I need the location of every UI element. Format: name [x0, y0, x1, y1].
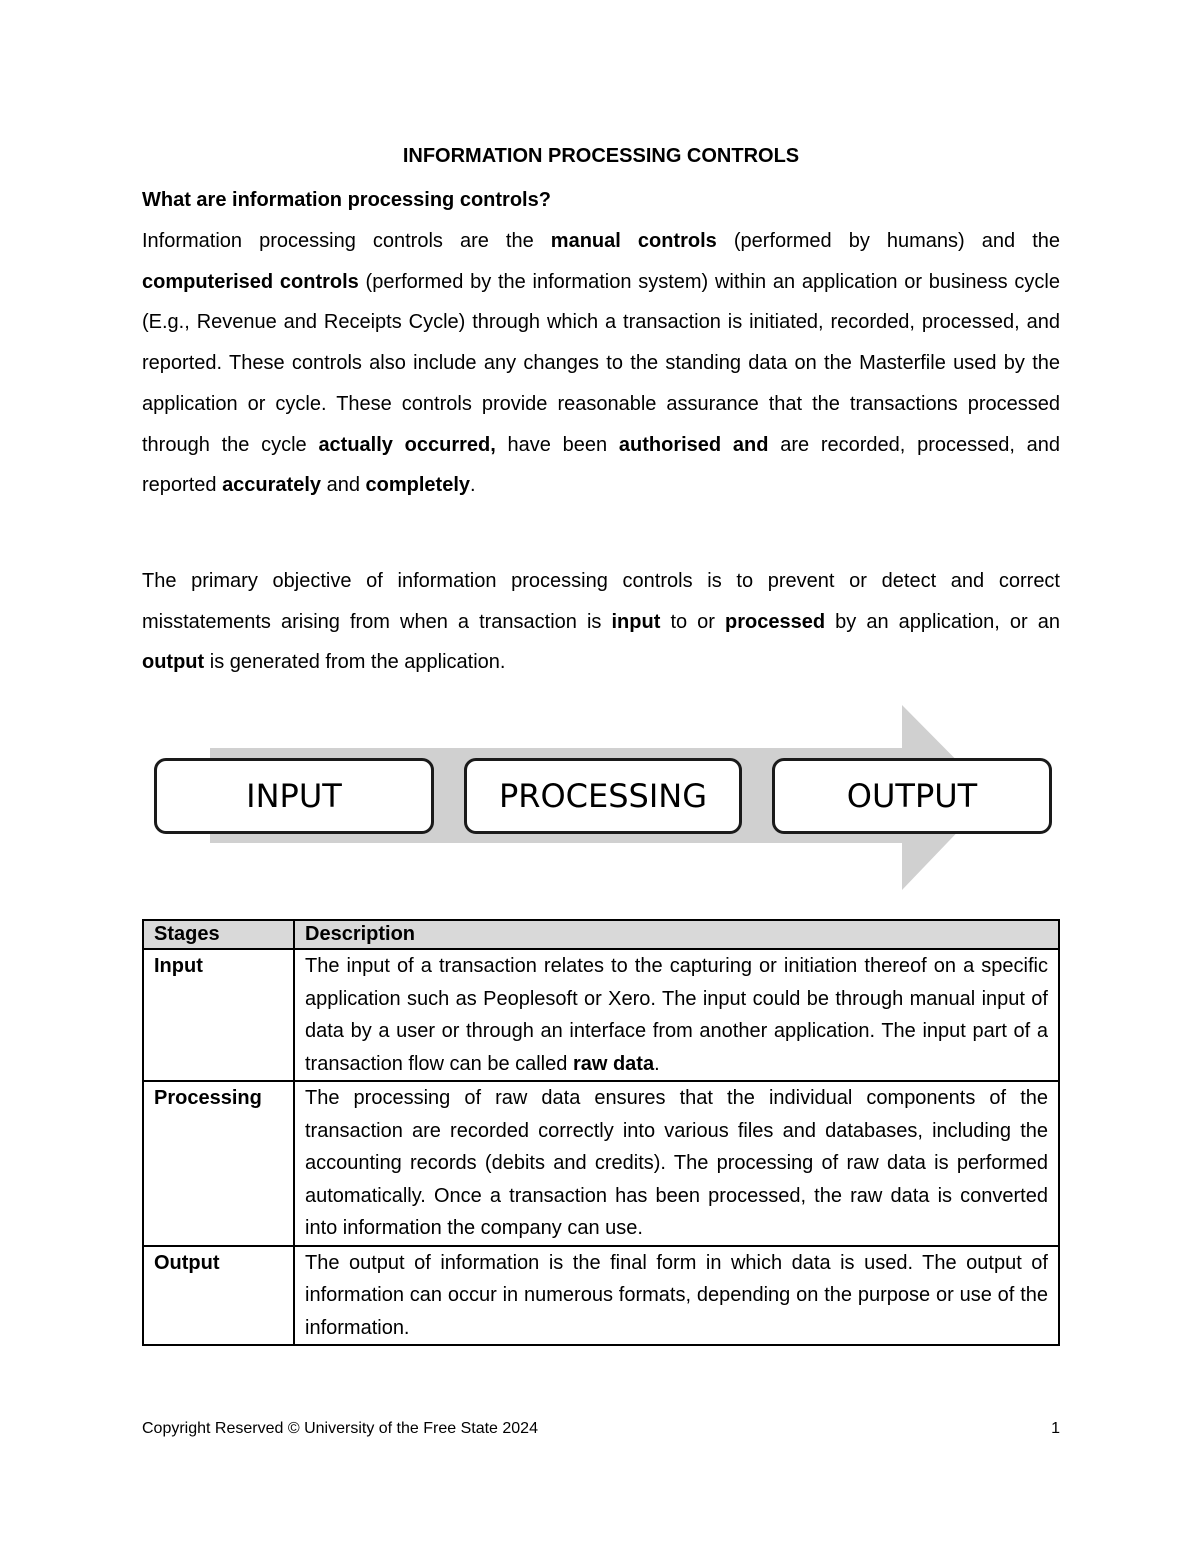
emphasis-text: accurately [222, 474, 322, 497]
text-run: . [654, 1052, 660, 1075]
process-flow-diagram [150, 700, 1060, 895]
text-run: have been [495, 433, 619, 456]
text-run: is generated from the application. [204, 651, 506, 674]
text-run: (performed by the information system) within an application or business cycle (E.g., Revenue and Receipts Cycle) through which a transaction is initiated, recorded, processed, and reported. These controls also include any changes to the standing data on the Masterfile used by the application or cycle. These controls provide reasonable assurance that the transactions processed through the cycle [142, 270, 1060, 456]
emphasis-text: authorised and [618, 433, 769, 456]
text-run: The output of information is the final form in which data is used. The output of information can occur in numerous formats, depending on the purpose or use of the information. [305, 1251, 1048, 1339]
column-header-stages: Stages [143, 920, 294, 949]
emphasis-text: manual controls [550, 230, 717, 252]
text-run: to or [660, 610, 726, 633]
emphasis-text: actually occurred, [318, 433, 496, 456]
text-run: The processing of raw data ensures that the individual components of the transaction are recorded correctly into various files and databases, including the accounting records (debits and credits). The processing of raw data is performed automatically. Once a transaction has been processed, the raw data is converted into information the company can use. [305, 1087, 1048, 1239]
description-cell [294, 1246, 1059, 1346]
footer-copyright: Copyright Reserved © University of the Free State 2024 [142, 1420, 538, 1437]
stages-table [142, 919, 1060, 1346]
stage-box-output: OUTPUT [772, 758, 1052, 834]
paragraph-definition [142, 221, 1060, 506]
text-run: are recorded, processed, and reported [142, 433, 1061, 497]
footer-page-number: 1 [1051, 1420, 1060, 1437]
column-header-description: Description [294, 920, 1059, 949]
stage-cell: Processing [143, 1081, 294, 1246]
stage-cell: Input [143, 949, 294, 1081]
text-run: (performed by humans) and the [716, 230, 1060, 252]
description-cell [294, 1081, 1059, 1246]
stage-box-processing: PROCESSING [464, 758, 742, 834]
page-title: INFORMATION PROCESSING CONTROLS [402, 145, 800, 167]
section-subheading: What are information processing controls? [142, 189, 551, 211]
description-cell [294, 949, 1059, 1081]
text-run: and [321, 474, 366, 497]
table-row [143, 949, 1059, 1081]
table-row [143, 1246, 1059, 1346]
text-run: Information processing controls are the [142, 230, 551, 252]
emphasis-text: input [611, 610, 661, 633]
text-run: The primary objective of information processing controls is to prevent or detect and correct misstatements arising from when a transaction is [142, 570, 1060, 633]
table-row [143, 1081, 1059, 1246]
table-header-row [143, 920, 1059, 949]
stage-cell: Output [143, 1246, 294, 1346]
emphasis-text: raw data [572, 1052, 655, 1075]
emphasis-text: processed [725, 610, 826, 633]
text-run: The input of a transaction relates to the capturing or initiation thereof on a specific application such as Peoplesoft or Xero. The input could be through manual input of data by a user or through an interface from another application. The input part of a transaction flow can be called [305, 955, 1048, 1075]
emphasis-text: completely [365, 474, 470, 497]
text-run: by an application, or an [825, 610, 1060, 633]
stage-box-input: INPUT [154, 758, 434, 834]
paragraph-objective [142, 561, 1060, 683]
emphasis-text: output [142, 651, 205, 674]
emphasis-text: computerised controls [142, 270, 359, 293]
text-run: . [470, 474, 476, 497]
